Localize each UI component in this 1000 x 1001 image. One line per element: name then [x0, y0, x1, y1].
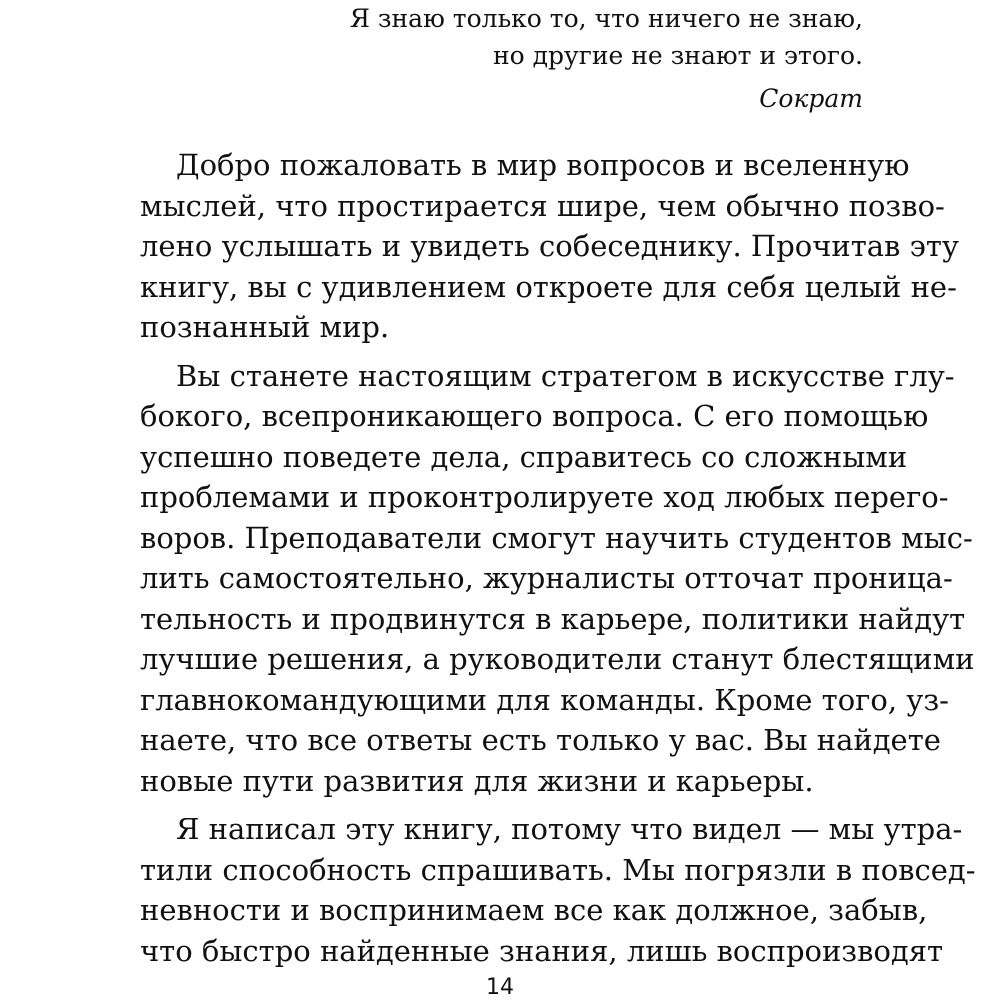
text-line: воров. Преподаватели смогут научить студентов мыс-: [140, 520, 973, 555]
text-line: главнокомандующими для команды. Кроме того, уз-: [140, 682, 949, 717]
text-line: лучшие решения, а руководители станут блестящими: [140, 642, 975, 676]
paragraph-gap: [140, 348, 863, 356]
main-text: [140, 145, 976, 971]
paragraph-1: [140, 145, 959, 348]
epigraph-author: Сократ: [759, 84, 863, 113]
text-line: лить самостоятельно, журналисты отточат проница-: [140, 561, 953, 595]
text-line: тили способность спрашивать. Мы погрязли в повсед-: [140, 852, 976, 887]
text-line: что быстро найденные знания, лишь воспроизводят: [140, 933, 944, 968]
text-line: успешно поведете дела, справитесь со сложными: [140, 439, 908, 474]
text-line: новые пути развития для жизни и карьеры.: [140, 763, 814, 798]
text-line: невности и воспринимаем все как должное, забыв,: [140, 893, 928, 927]
text-line: тельность и продвинутся в карьере, политики найдут: [140, 601, 966, 636]
paragraph-3: [140, 809, 976, 971]
paragraph-gap: [140, 801, 863, 809]
text-line: познанный мир.: [140, 310, 390, 344]
text-line: лено услышать и увидеть собеседнику. Прочитав эту: [140, 229, 959, 263]
text-line: бокого, всепроникающего вопроса. С его помощью: [140, 399, 929, 433]
epigraph-line-2: но другие не знают и этого.: [492, 41, 863, 70]
text-line: Добро пожаловать в мир вопросов и вселенную: [176, 148, 910, 182]
text-line: мыслей, что простирается шире, чем обычно позво-: [140, 188, 945, 223]
text-line: Вы станете настоящим стратегом в искусстве глу-: [176, 358, 955, 393]
epigraph: [263, 0, 863, 117]
text-line: наете, что все ответы есть только у вас. Вы найдете: [140, 723, 941, 757]
text-line: Я написал эту книгу, потому что видел — мы утра-: [176, 812, 963, 846]
paragraph-2: [140, 356, 975, 802]
text-line: проблемами и проконтролируете ход любых перего-: [140, 480, 949, 514]
epigraph-line-1: Я знаю только то, что ничего не знаю,: [349, 4, 863, 33]
text-line: книгу, вы с удивлением откроете для себя целый не-: [140, 269, 957, 304]
page-number: 14: [486, 975, 514, 1000]
